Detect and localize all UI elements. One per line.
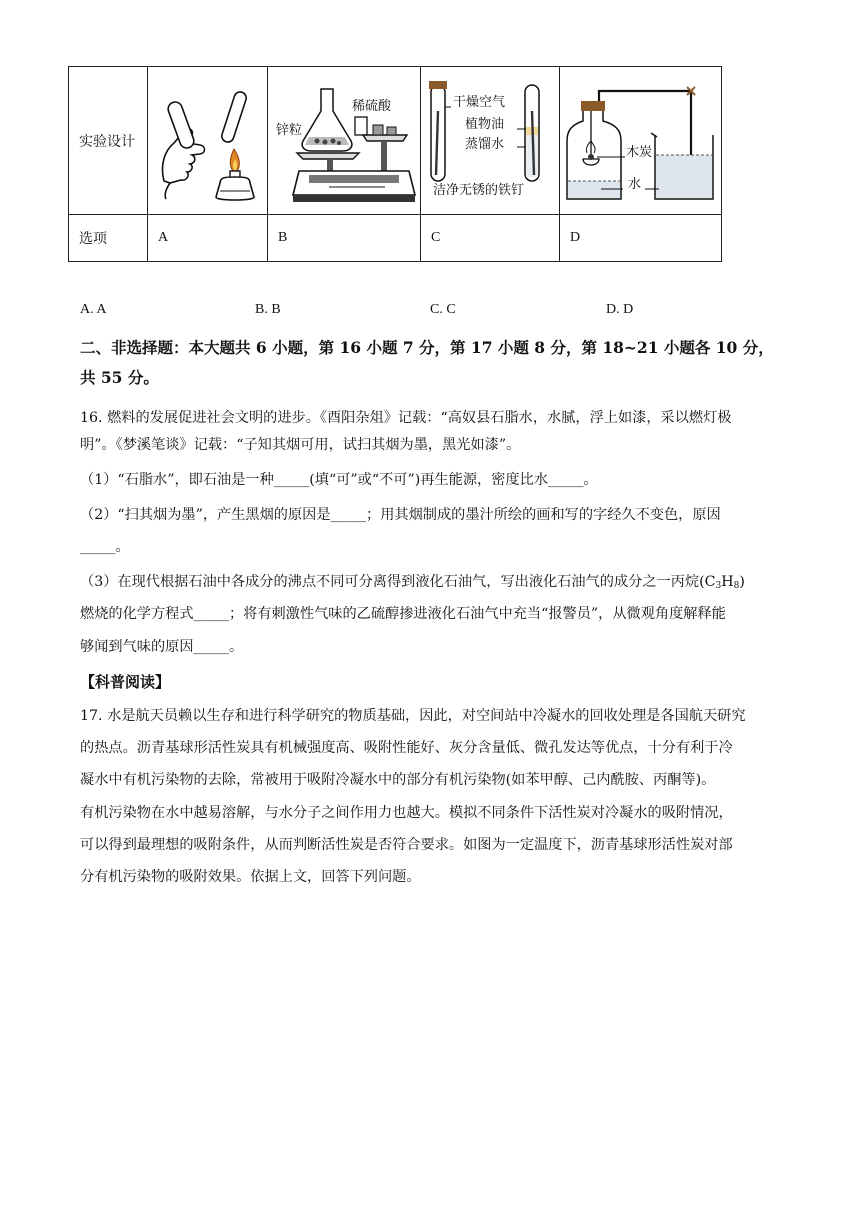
figure-d-cell (560, 67, 722, 215)
row-label-options: 选项 (69, 215, 148, 262)
table-row-design (69, 67, 722, 215)
choice-c[interactable]: C. C (430, 302, 456, 317)
option-b: B (268, 215, 421, 262)
subscript-3: 3 (715, 581, 722, 591)
subscript-8: 8 (733, 581, 740, 591)
q16-part2-line1: （2）“扫其烟为墨”，产生黑烟的原因是_____；用其烟制成的墨汁所绘的画和写的字经久不变色，原因 (80, 507, 721, 523)
section-2-title (80, 333, 800, 393)
choice-a[interactable]: A. A (80, 302, 107, 317)
choice-d[interactable]: D. D (606, 302, 634, 317)
choice-b[interactable]: B. B (255, 302, 281, 317)
q17-line2: 的热点。沥青基球形活性炭具有机械强度高、吸附性能好、灰分含量低、微孔发达等优点，十分有利于冷 (80, 740, 733, 756)
q16-part1: （1）“石脂水”，即石油是一种_____(填“可”或“不可”)再生能源，密度比水_____。 (80, 472, 598, 488)
figure-a-cell (148, 67, 268, 215)
label-water: 水 (628, 177, 642, 192)
label-zinc: 锌粒 (276, 123, 303, 138)
q17-line3: 凝水中有机污染物的去除，常被用于吸附冷凝水中的部分有机污染物(如苯甲醇、己内酰胺、丙酮等)。 (80, 772, 716, 788)
section-2-title-line1: 二、非选择题：本大题共 6 小题，第 16 小题 7 分，第 17 小题 8 分，第 18~21 小题各 10 分， (80, 338, 774, 357)
close-paren: ) (739, 574, 745, 590)
label-vegetable-oil: 植物油 (465, 117, 505, 132)
q16-part3-line3: 够闻到气味的原因_____。 (80, 639, 244, 655)
heating-test-tube-figure (150, 71, 266, 211)
option-c: C (421, 215, 560, 262)
q17-line1: 17. 水是航天员赖以生存和进行科学研究的物质基础，因此，对空间站中冷凝水的回收处理是各国航天研究 (80, 708, 746, 724)
label-charcoal: 木炭 (626, 145, 653, 160)
q17-line5: 可以得到最理想的吸附条件，从而判断活性炭是否符合要求。如图为一定温度下，沥青基球形活性炭对部 (80, 837, 733, 853)
q16-part2-line2: _____。 (80, 539, 130, 555)
label-dilute-sulfuric-acid: 稀硫酸 (352, 99, 392, 114)
q16-part3-line2: 燃烧的化学方程式_____；将有刺激性气味的乙硫醇掺进液化石油气中充当“报警员”，从微观角度解释能 (80, 606, 726, 622)
label-clean-iron-nail: 洁净无锈的铁钉 (433, 183, 525, 198)
row-label-design: 实验设计 (69, 67, 148, 215)
q16-line2: 明”。《梦溪笔谈》记载：“子知其烟可用，试扫其烟为墨，黑光如漆”。 (80, 437, 521, 453)
figure-b-cell (268, 67, 421, 215)
label-dry-air: 干燥空气 (453, 95, 506, 110)
q16-part3-line1 (80, 572, 745, 596)
q16-line1: 16. 燃料的发展促进社会文明的进步。《酉阳杂俎》记载：“高奴县石脂水，水腻，浮上如漆，采以燃灯极 (80, 410, 732, 426)
element-h: H (721, 574, 734, 590)
experiment-table (68, 66, 722, 262)
section-2-title-line2: 共 55 分。 (80, 368, 159, 387)
answer-choices (0, 302, 860, 324)
q17-line4: 有机污染物在水中越易溶解，与水分子之间作用力也越大。模拟不同条件下活性炭对冷凝水的吸附情况， (80, 805, 733, 821)
kepu-heading: 【科普阅读】 (80, 673, 171, 691)
q17-line6: 分有机污染物的吸附效果。依据上文，回答下列问题。 (80, 869, 421, 885)
label-distilled-water: 蒸馏水 (465, 137, 505, 152)
figure-c-cell (421, 67, 560, 215)
option-a: A (148, 215, 268, 262)
option-d: D (560, 215, 722, 262)
q16-part3-text: （3）在现代根据石油中各成分的沸点不同可分离得到液化石油气，写出液化石油气的成分之一丙烷(C (80, 574, 716, 590)
table-row-options (69, 215, 722, 262)
